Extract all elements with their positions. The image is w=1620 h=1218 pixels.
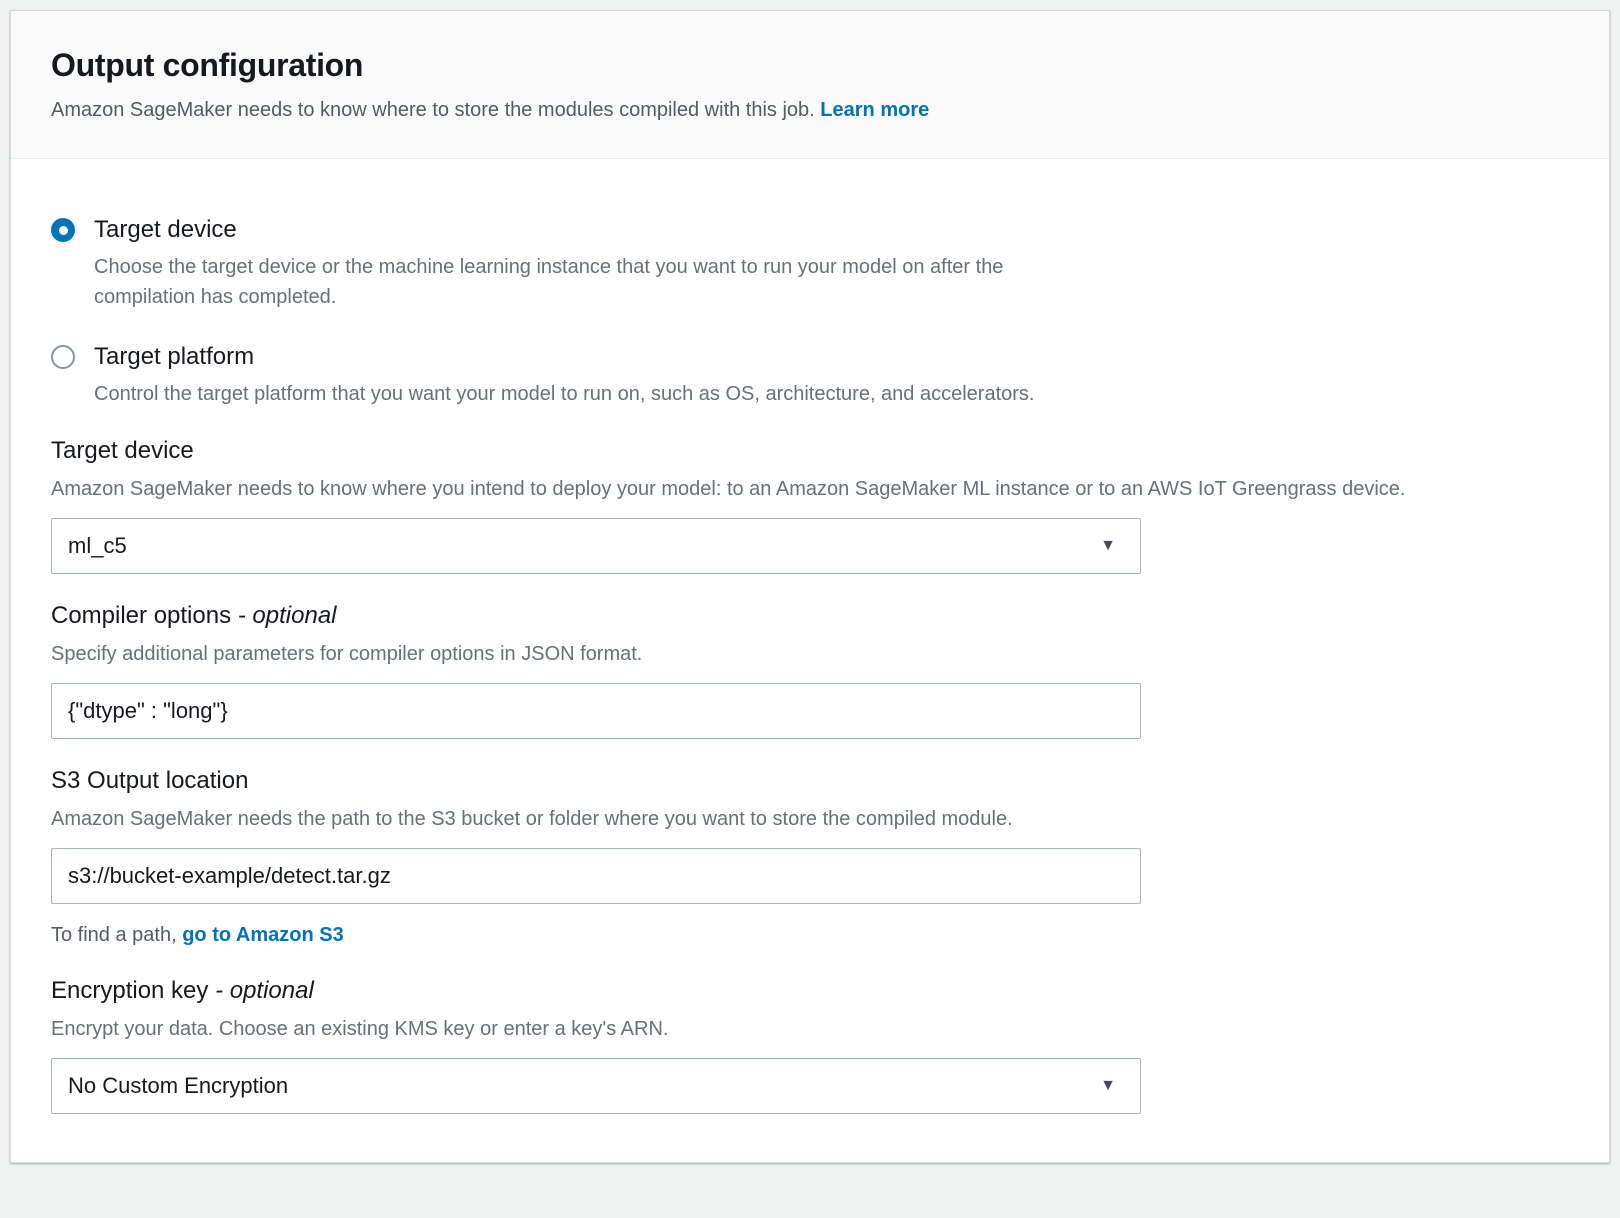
- encryption-key-field: [51, 976, 1569, 1114]
- encryption-key-label-text: Encryption key: [51, 977, 209, 1004]
- output-configuration-panel: [10, 10, 1610, 1163]
- target-device-field: [51, 436, 1569, 574]
- panel-body: [11, 159, 1609, 1162]
- s3-output-location-field-description: Amazon SageMaker needs the path to the S3 bucket or folder where you want to store the compiled module.: [51, 808, 1013, 830]
- compiler-options-optional-label: - optional: [237, 602, 337, 629]
- target-platform-radio-description: Control the target platform that you want your model to run on, such as OS, architecture, and accelerators.: [94, 383, 1035, 405]
- encryption-key-select-value: No Custom Encryption: [68, 1073, 289, 1098]
- s3-output-location-input[interactable]: [51, 848, 1141, 904]
- compiler-options-field-description: Specify additional parameters for compiler options in JSON format.: [51, 643, 643, 665]
- target-device-radio-label[interactable]: Target device: [94, 216, 237, 243]
- compiler-options-label-text: Compiler options: [51, 602, 232, 629]
- target-device-field-label: Target device: [51, 437, 194, 464]
- target-platform-radio-label[interactable]: Target platform: [94, 343, 255, 370]
- target-device-select-value: ml_c5: [68, 533, 127, 558]
- encryption-key-select[interactable]: [51, 1058, 1141, 1114]
- target-device-radio-option: [51, 215, 1569, 312]
- encryption-key-field-label: [51, 976, 1569, 1006]
- panel-description: [51, 96, 1569, 124]
- encryption-key-optional-label: - optional: [215, 977, 314, 1004]
- panel-header: [11, 11, 1609, 159]
- target-device-field-description: Amazon SageMaker needs to know where you intend to deploy your model: to an Amazon SageMaker ML instance or to an AWS IoT Greengrass device.: [51, 478, 1406, 500]
- s3-output-location-field: [51, 766, 1569, 949]
- caret-down-icon: ▼: [1100, 537, 1116, 554]
- learn-more-link[interactable]: Learn more: [820, 99, 930, 121]
- compiler-options-field-label: [51, 601, 1569, 631]
- s3-path-hint-text: To find a path,: [51, 924, 183, 946]
- s3-output-location-field-label: S3 Output location: [51, 767, 249, 794]
- encryption-key-field-description: Encrypt your data. Choose an existing KMS key or enter a key's ARN.: [51, 1018, 669, 1040]
- target-device-radio-description: Choose the target device or the machine learning instance that you want to run your model on after the compilation has completed.: [94, 256, 1004, 308]
- target-platform-radio[interactable]: [51, 345, 75, 369]
- compiler-options-input[interactable]: [51, 683, 1141, 739]
- target-platform-radio-text: [94, 342, 1034, 409]
- caret-down-icon: ▼: [1100, 1077, 1116, 1094]
- target-device-radio-text: [94, 215, 1094, 312]
- go-to-amazon-s3-link[interactable]: go to Amazon S3: [182, 924, 344, 946]
- compiler-options-field: [51, 601, 1569, 739]
- target-device-radio[interactable]: [51, 218, 75, 242]
- page-title: Output configuration: [51, 47, 364, 83]
- target-device-select[interactable]: [51, 518, 1141, 574]
- s3-path-hint: [51, 921, 1569, 949]
- panel-description-text: Amazon SageMaker needs to know where to store the modules compiled with this job.: [51, 99, 815, 121]
- target-platform-radio-option: [51, 342, 1569, 409]
